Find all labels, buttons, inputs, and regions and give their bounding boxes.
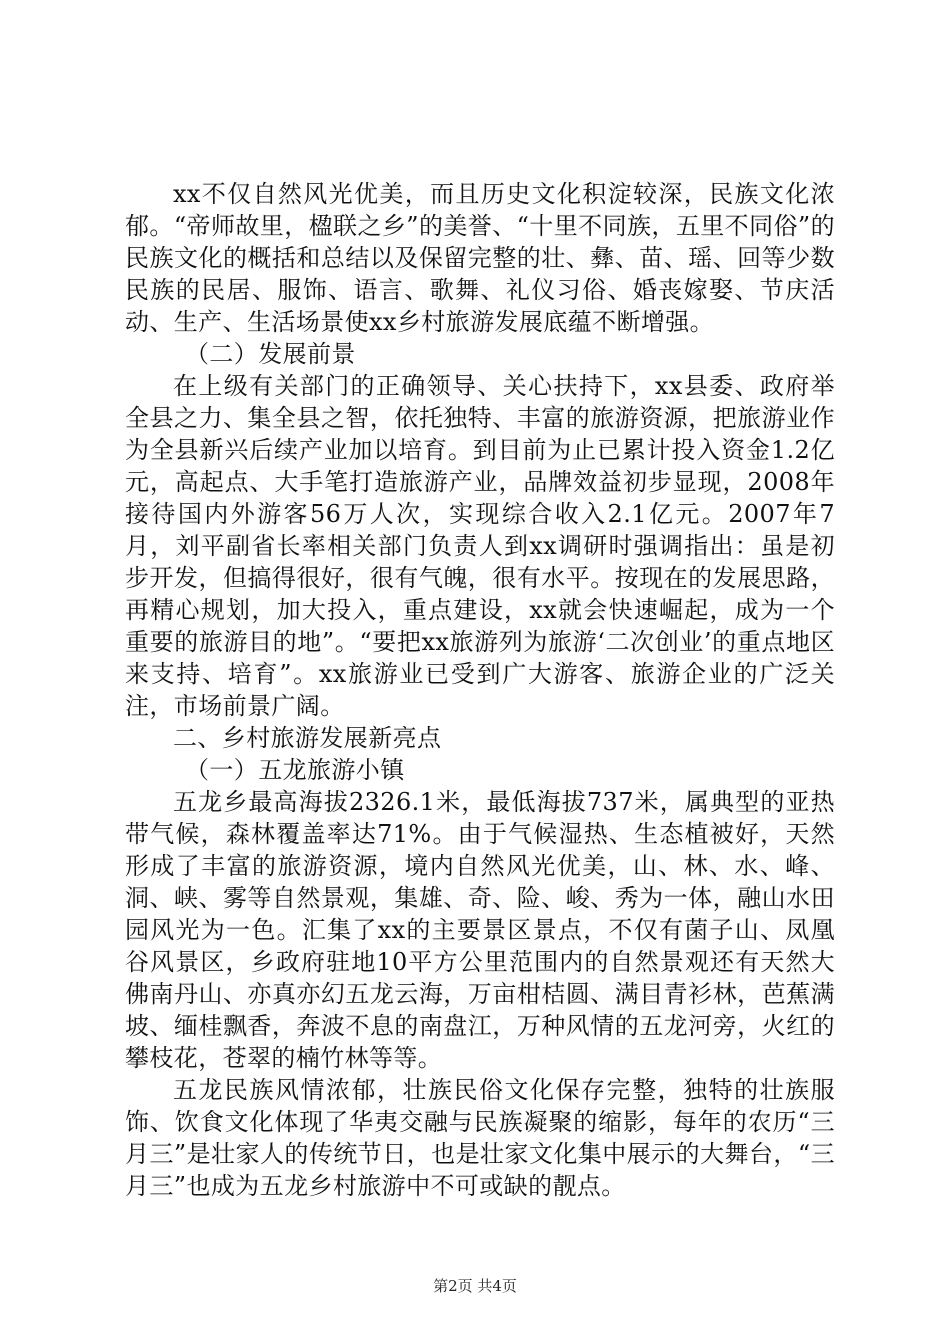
section-heading-wulong-town: （一）五龙旅游小镇 — [185, 756, 405, 784]
paragraph-wulong-nature: 五龙乡最高海拔2326.1米，最低海拔737米，属典型的亚热带气候，森林覆盖率达71%。由于气候湿热、生态植被好，天然形成了丰富的旅游资源，境内自然风光优美，山、林、水、峰、洞、峡、雾等自然景观，集雄、奇、险、峻、秀为一体，融山水田园风光为一色。汇集了xx的主要景区景点，不仅有菌子山、凤凰谷风景区，乡政府驻地10平方公里范围内的自然景观还有天然大佛南丹山、亦真亦幻五龙云海，万亩柑桔圆、满目青衫林，芭蕉满坡、缅桂飘香，奔波不息的南盘江，万种风情的五龙河旁，火红的攀枝花，苍翠的楠竹林等等。 — [125, 788, 835, 1072]
document-body — [125, 178, 835, 1202]
page-number-footer: 第2页 共4页 — [433, 1277, 517, 1295]
paragraph-wulong-folk: 五龙民族风情浓郁，壮族民俗文化保存完整，独特的壮族服饰、饮食文化体现了华夷交融与民族凝聚的缩影，每年的农历“三月三”是壮家人的传统节日，也是壮家文化集中展示的大舞台，“三月三”也成为五龙乡村旅游中不可或缺的靓点。 — [125, 1076, 835, 1200]
paragraph-prospects: 在上级有关部门的正确领导、关心扶持下，xx县委、政府举全县之力、集全县之智，依托独特、丰富的旅游资源，把旅游业作为全县新兴后续产业加以培育。到目前为止已累计投入资金1.2亿元，高起点、大手笔打造旅游产业，品牌效益初步显现，2008年接待国内外游客56万人次，实现综合收入2.1亿元。2007年7月，刘平副省长率相关部门负责人到xx调研时强调指出：虽是初步开发，但搞得很好，很有气魄，很有水平。按现在的发展思路，再精心规划，加大投入，重点建设，xx就会快速崛起，成为一个重要的旅游目的地”。“要把xx旅游列为旅游‘二次创业’的重点地区来支持、培育”。xx旅游业已受到广大游客、旅游企业的广泛关注，市场前景广阔。 — [125, 372, 835, 720]
section-heading-prospects: （二）发展前景 — [185, 340, 356, 368]
paragraph-culture: xx不仅自然风光优美，而且历史文化积淀较深，民族文化浓郁。“帝师故里，楹联之乡”的美誉、“十里不同族，五里不同俗”的民族文化的概括和总结以及保留完整的壮、彝、苗、瑶、回等少数民族的民居、服饰、语言、歌舞、礼仪习俗、婚丧嫁娶、节庆活动、生产、生活场景使xx乡村旅游发展底蕴不断增强。 — [125, 180, 835, 336]
section-heading-highlights: 二、乡村旅游发展新亮点 — [173, 724, 442, 752]
